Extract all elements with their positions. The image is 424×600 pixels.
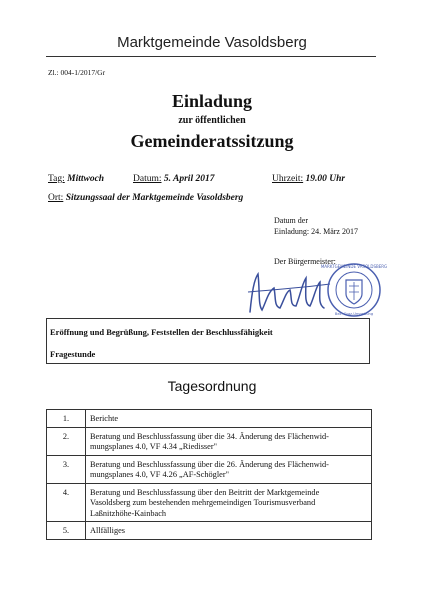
municipality-name: Marktgemeinde Vasoldsberg	[117, 34, 307, 51]
seal-subtext: Bez. Graz-Umgebung	[334, 312, 374, 316]
agenda-item-line: Berichte	[90, 414, 119, 423]
agenda-item-text	[86, 455, 372, 483]
agenda-item-line: Vasoldsberg zum bestehenden mehrgemeindigen Tourismusverband	[90, 498, 316, 507]
agenda-item-line: Beratung und Beschlussfassung über die 26. Änderung des Flächenwid-	[90, 459, 329, 469]
meeting-place	[48, 193, 243, 203]
agenda-item-line: Laßnitzhöhe-Kainbach	[90, 508, 167, 518]
table-row	[47, 427, 372, 455]
table-row	[47, 483, 372, 522]
title-invitation: Einladung	[171, 91, 253, 111]
agenda-item-text	[86, 410, 372, 428]
opening-items-box	[46, 318, 370, 364]
meeting-day	[48, 174, 104, 184]
title-public: zur öffentlichen	[178, 115, 246, 126]
question-hour-item: Fragestunde	[50, 349, 96, 359]
agenda-table	[46, 409, 372, 540]
day-value: Mittwoch	[67, 174, 105, 184]
agenda-item-line: Allfälliges	[90, 526, 126, 535]
place-label: Ort:	[48, 193, 64, 203]
agenda-item-line: mungsplanes 4.0, VF 4.34 „Riedisser"	[90, 442, 217, 451]
date-label: Datum:	[133, 174, 162, 184]
date-value: 5. April 2017	[163, 174, 215, 184]
agenda-item-number: 5.	[47, 522, 86, 540]
table-row	[47, 522, 372, 540]
agenda-item-line: Beratung und Beschlussfassung über den Beitritt der Marktgemeinde	[90, 487, 320, 497]
agenda-item-line: Beratung und Beschlussfassung über die 34. Änderung des Flächenwid-	[90, 431, 329, 441]
agenda-item-number: 4.	[47, 483, 86, 522]
agenda-item-text	[86, 522, 372, 540]
place-value: Sitzungssaal der Marktgemeinde Vasoldsberg	[65, 193, 244, 203]
municipal-seal-icon	[316, 262, 392, 318]
agenda-item-number: 3.	[47, 455, 86, 483]
agenda-item-text	[86, 483, 372, 522]
header-divider	[46, 56, 376, 57]
meeting-date	[133, 174, 214, 184]
opening-item: Eröffnung und Begrüßung, Feststellen der Beschlussfähigkeit	[50, 327, 273, 337]
time-label: Uhrzeit:	[272, 174, 304, 184]
agenda-item-line: mungsplanes 4.0, VF 4.26 „AF-Schögler"	[90, 470, 229, 479]
seal-text: MARKTGEMEINDE VASOLDSBERG	[320, 264, 388, 269]
day-label: Tag:	[48, 174, 65, 184]
invitation-date-line1: Datum der	[274, 216, 308, 225]
title-council-meeting: Gemeinderatssitzung	[130, 131, 294, 151]
invitation-date-line2: Einladung: 24. März 2017	[274, 227, 358, 236]
invitation-date	[274, 215, 358, 237]
table-row	[47, 455, 372, 483]
meeting-time	[272, 174, 345, 184]
agenda-title: Tagesordnung	[167, 378, 257, 394]
agenda-item-number: 2.	[47, 427, 86, 455]
time-value: 19.00 Uhr	[305, 174, 346, 184]
table-row	[47, 410, 372, 428]
mayor-label: Der Bürgermeister:	[274, 257, 336, 266]
agenda-item-text	[86, 427, 372, 455]
agenda-item-number: 1.	[47, 410, 86, 428]
reference-number: Zl.: 004-1/2017/Gr	[48, 68, 106, 77]
